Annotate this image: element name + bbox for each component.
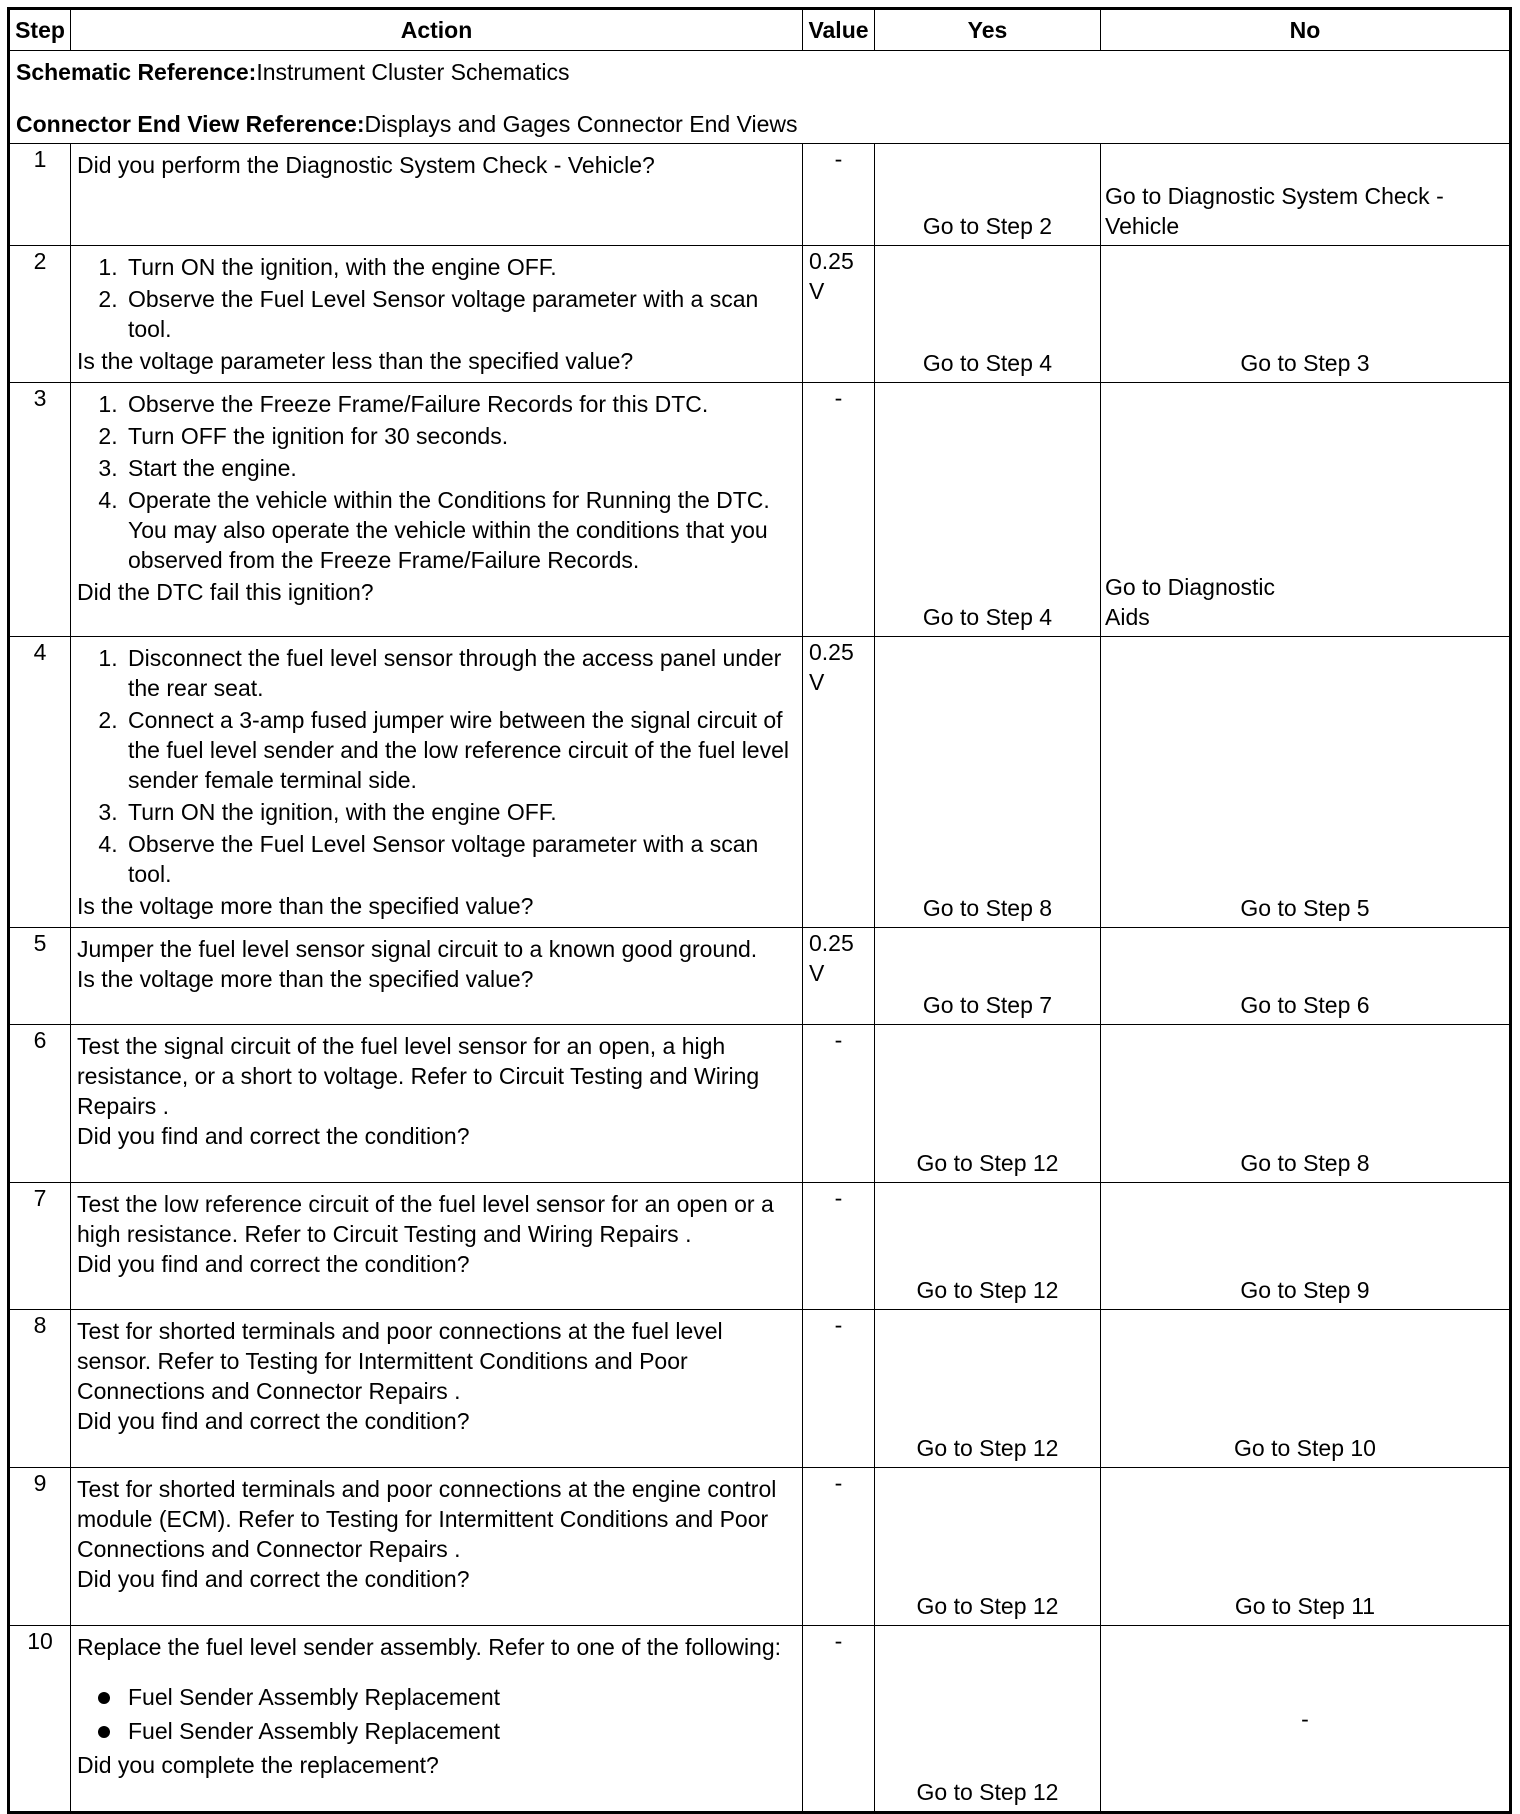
step-number: 1 [9, 144, 71, 246]
action-cell [71, 383, 803, 637]
connector-reference-link[interactable]: Displays and Gages Connector End Views [364, 111, 798, 137]
no-link[interactable]: Go to Step 10 [1234, 1435, 1376, 1461]
reference-cell [9, 51, 1511, 144]
schematic-reference [16, 57, 1503, 87]
diagnostic-page [7, 7, 1509, 1814]
value-cell: - [803, 1025, 875, 1183]
action-question: Did you find and correct the condition? [77, 1123, 470, 1149]
diagnostic-table [7, 7, 1512, 1814]
action-cell [71, 1183, 803, 1310]
action-question: Did the DTC fail this ignition? [77, 579, 374, 605]
step-number: 3 [9, 383, 71, 637]
no-cell [1101, 1183, 1511, 1310]
yes-cell [875, 928, 1101, 1025]
action-step: 1. Disconnect the fuel level sensor through the access panel under the rear seat. [124, 643, 796, 703]
action-step: 3. Start the engine. [124, 453, 796, 483]
reference-row [9, 51, 1511, 144]
no-cell [1101, 1468, 1511, 1626]
action-step: 4. Operate the vehicle within the Conditions for Running the DTC. You may also operate the vehicle within the conditions that you observed from the Freeze Frame/Failure Records. [124, 485, 796, 575]
yes-link[interactable]: Go to Step 8 [922, 895, 1053, 921]
action-step: 1. Turn ON the ignition, with the engine OFF. [124, 252, 796, 282]
step-number: 9 [9, 1468, 71, 1626]
yes-cell [875, 1468, 1101, 1626]
action-question: Is the voltage more than the specified value? [77, 893, 534, 919]
step-number: 7 [9, 1183, 71, 1310]
action-step: 2. Turn OFF the ignition for 30 seconds. [124, 421, 796, 451]
no-cell [1101, 1025, 1511, 1183]
no-link[interactable]: Go to Step 8 [1240, 1150, 1370, 1176]
no-link[interactable]: Go to Step 9 [1240, 1277, 1370, 1303]
yes-cell [875, 637, 1101, 928]
action-intro: Test the signal circuit of the fuel level sensor for an open, a high resistance, or a short to voltage. Refer to Circuit Testing and Wiring Repairs . [77, 1033, 760, 1119]
value-cell: - [803, 1626, 875, 1813]
step-number: 6 [9, 1025, 71, 1183]
action-step: 3. Turn ON the ignition, with the engine OFF. [124, 797, 796, 827]
action-question: Did you find and correct the condition? [77, 1566, 470, 1592]
table-row [9, 1183, 1511, 1310]
header-yes: Yes [875, 9, 1101, 51]
action-intro: Replace the fuel level sender assembly. Refer to one of the following: [77, 1634, 782, 1660]
action-step: 2. Observe the Fuel Level Sensor voltage parameter with a scan tool. [124, 284, 796, 344]
action-step: 1. Observe the Freeze Frame/Failure Records for this DTC. [124, 389, 796, 419]
header-row [9, 9, 1511, 51]
action-cell [71, 637, 803, 928]
table-row [9, 1310, 1511, 1468]
yes-link[interactable]: Go to Step 7 [922, 992, 1053, 1018]
table-row [9, 246, 1511, 383]
step-number: 4 [9, 637, 71, 928]
action-question: Did you find and correct the condition? [77, 1251, 470, 1277]
action-intro: Did you perform the Diagnostic System Check - Vehicle? [77, 152, 655, 178]
replacement-link[interactable]: Fuel Sender Assembly Replacement [124, 1716, 796, 1746]
action-cell [71, 144, 803, 246]
action-intro: Test for shorted terminals and poor connections at the fuel level sensor. Refer to Testing for Intermittent Conditions and Poor Connections and Connector Repairs . [77, 1318, 723, 1404]
no-cell [1101, 1310, 1511, 1468]
yes-cell [875, 1025, 1101, 1183]
connector-reference [16, 109, 1503, 139]
action-bullets [77, 1682, 796, 1746]
yes-link[interactable]: Go to Step 12 [916, 1779, 1059, 1805]
yes-link[interactable]: Go to Step 4 [922, 350, 1053, 376]
no-link[interactable]: Go to Step 5 [1240, 895, 1370, 921]
yes-link[interactable]: Go to Step 2 [922, 213, 1053, 239]
no-cell: - [1101, 1626, 1511, 1813]
action-intro: Test the low reference circuit of the fuel level sensor for an open or a high resistance. Refer to Circuit Testing and Wiring Repairs . [77, 1191, 774, 1247]
schematic-reference-link[interactable]: Instrument Cluster Schematics [256, 59, 570, 85]
action-steps [77, 389, 796, 575]
no-cell [1101, 144, 1511, 246]
no-link[interactable]: Go to Step 6 [1240, 992, 1370, 1018]
step-number: 2 [9, 246, 71, 383]
step-number: 10 [9, 1626, 71, 1813]
no-link[interactable]: Go to Step 3 [1240, 350, 1370, 376]
value-cell: 0.25 V [803, 637, 875, 928]
table-row [9, 1468, 1511, 1626]
yes-cell [875, 1626, 1101, 1813]
yes-link[interactable]: Go to Step 4 [922, 604, 1053, 630]
action-step: 2. Connect a 3-amp fused jumper wire between the signal circuit of the fuel level sender and the low reference circuit of the fuel level sender female terminal side. [124, 705, 796, 795]
no-cell [1101, 637, 1511, 928]
yes-cell [875, 383, 1101, 637]
table-row [9, 144, 1511, 246]
table-row [9, 1025, 1511, 1183]
value-cell: 0.25 V [803, 928, 875, 1025]
header-value: Value [803, 9, 875, 51]
value-cell: - [803, 1310, 875, 1468]
action-cell [71, 928, 803, 1025]
yes-link[interactable]: Go to Step 12 [916, 1435, 1059, 1461]
table-row [9, 383, 1511, 637]
value-cell: - [803, 144, 875, 246]
header-step: Step [9, 9, 71, 51]
action-cell [71, 246, 803, 383]
header-no: No [1101, 9, 1511, 51]
table-row [9, 637, 1511, 928]
yes-cell [875, 1310, 1101, 1468]
no-cell [1101, 246, 1511, 383]
header-action: Action [71, 9, 803, 51]
action-question: Is the voltage parameter less than the specified value? [77, 348, 634, 374]
table-row [9, 928, 1511, 1025]
schematic-reference-label: Schematic Reference: [16, 59, 257, 85]
action-question: Did you find and correct the condition? [77, 1408, 470, 1434]
yes-cell [875, 246, 1101, 383]
yes-cell [875, 1183, 1101, 1310]
table-row [9, 1626, 1511, 1813]
no-cell [1101, 928, 1511, 1025]
yes-link[interactable]: Go to Step 12 [916, 1150, 1059, 1176]
no-link[interactable]: Go to Step 11 [1234, 1593, 1376, 1619]
value-cell: - [803, 1183, 875, 1310]
action-cell [71, 1025, 803, 1183]
value-cell: - [803, 383, 875, 637]
action-intro: Test for shorted terminals and poor connections at the engine control module (ECM). Refer to Testing for Intermittent Conditions and Poor Connections and Connector Repairs . [77, 1476, 777, 1562]
yes-link[interactable]: Go to Step 12 [916, 1277, 1059, 1303]
action-step: 4. Observe the Fuel Level Sensor voltage parameter with a scan tool. [124, 829, 796, 889]
step-number: 8 [9, 1310, 71, 1468]
action-cell [71, 1626, 803, 1813]
no-link[interactable]: Go to Diagnostic System Check - Vehicle [1105, 183, 1444, 239]
action-question: Did you complete the replacement? [77, 1752, 439, 1778]
no-link[interactable]: Go to Diagnostic Aids [1105, 574, 1276, 630]
connector-reference-label: Connector End View Reference: [16, 111, 365, 137]
value-cell: 0.25 V [803, 246, 875, 383]
action-question: Is the voltage more than the specified value? [77, 966, 534, 992]
action-cell [71, 1310, 803, 1468]
action-cell [71, 1468, 803, 1626]
step-number: 5 [9, 928, 71, 1025]
yes-cell [875, 144, 1101, 246]
no-cell [1101, 383, 1511, 637]
action-intro: Jumper the fuel level sensor signal circuit to a known good ground. [77, 936, 758, 962]
action-steps [77, 643, 796, 889]
action-steps [77, 252, 796, 344]
yes-link[interactable]: Go to Step 12 [916, 1593, 1059, 1619]
value-cell: - [803, 1468, 875, 1626]
replacement-link[interactable]: Fuel Sender Assembly Replacement [124, 1682, 796, 1712]
